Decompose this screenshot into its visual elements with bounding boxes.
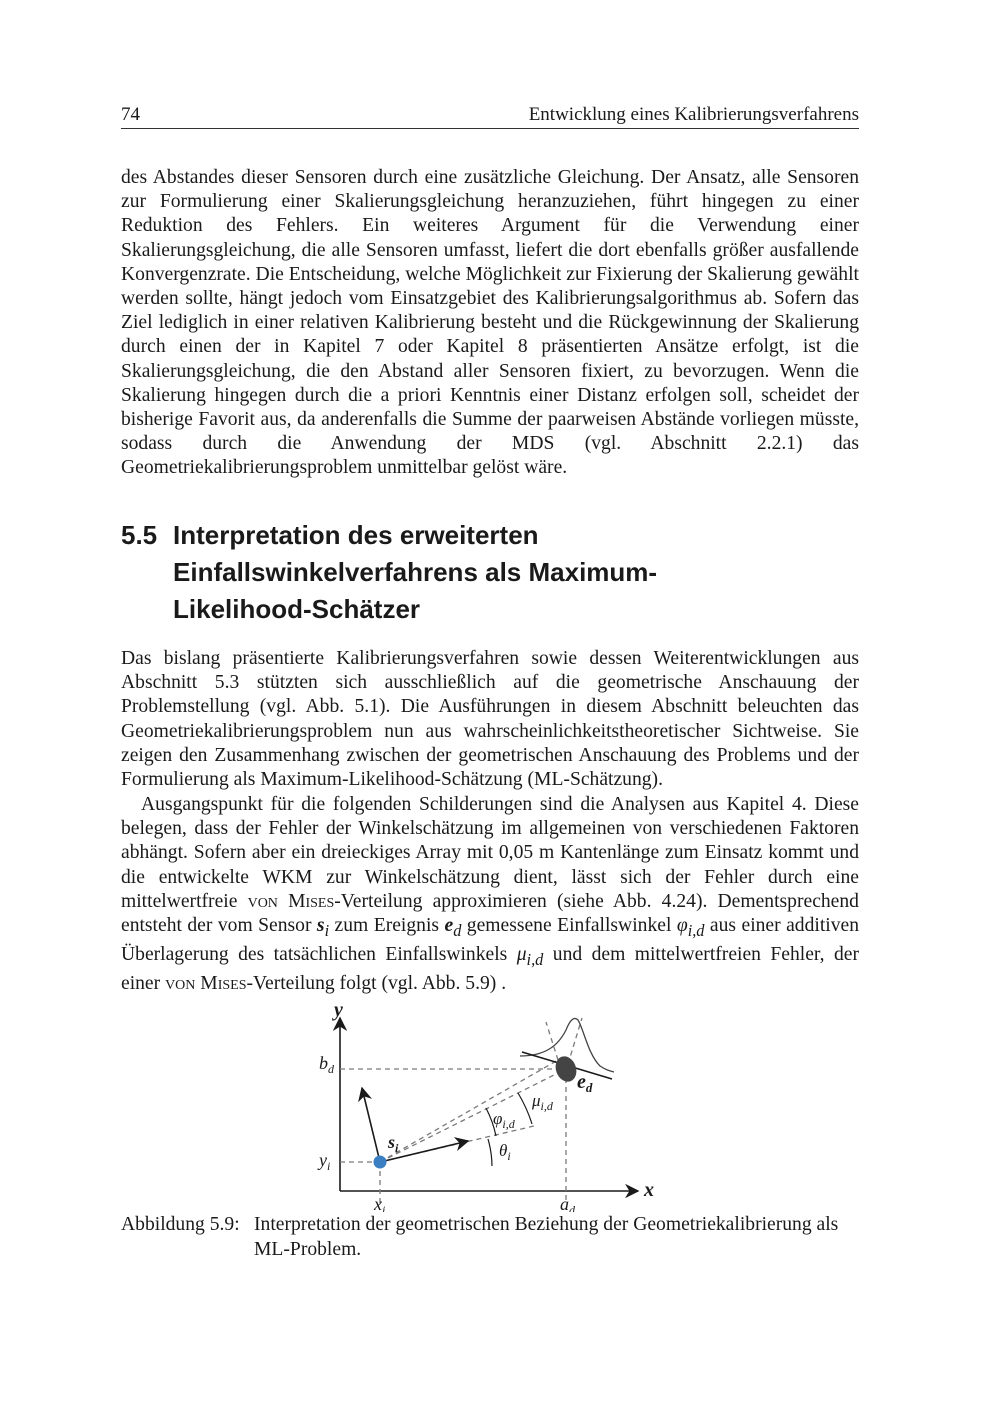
section-number: 5.5 bbox=[121, 520, 158, 550]
xi-label: $x_i$ bbox=[374, 1194, 386, 1212]
page-number: 74 bbox=[121, 104, 140, 125]
paragraph-2: Das bislang präsentierte Kalibrierungsverfahren sowie dessen Weiterentwicklungen aus Abschnitt 5.3 stützten sich ausschließlich auf die geometrische Anschauung der Problemstellung (vgl. Abb. 5.1). Die Ausführungen in diesem Abschnitt beleuchten das Geometriekalibrierungsproblem nun aus wahrscheinlichkeitstheoretischer Sichtweise. Sie zeigen den Zusammenhang zwischen der geometrischen Anschauung des Problems und der Formulierung als Maximum-Likelihood-Schätzung (ML-Schätzung). bbox=[121, 648, 859, 791]
symbol-phi-sub: i,d bbox=[687, 920, 705, 940]
paragraph-3-text: und dem mittelwertfreien Fehler, der einer bbox=[121, 944, 859, 995]
vertical-arrow bbox=[362, 1088, 380, 1162]
phi-label: $\varphi_{i,d}$ bbox=[493, 1109, 515, 1131]
paragraph-3-text: aus einer additiven Überlagerung des tatsächlichen Einfallswinkels bbox=[121, 915, 860, 966]
paragraph-3-text: gemessene Einfallswinkel bbox=[461, 915, 677, 937]
figure-geometry bbox=[300, 996, 680, 1212]
symbol-s: s bbox=[316, 915, 325, 937]
paragraph-3 bbox=[121, 793, 859, 996]
ed-label: $e_d$ bbox=[577, 1071, 593, 1095]
ray-phi bbox=[380, 1060, 558, 1162]
ad-label: $a_d$ bbox=[560, 1194, 575, 1212]
caption-text: Interpretation der geometrischen Beziehung der Geometriekalibrierung als ML-Problem. bbox=[254, 1214, 839, 1260]
section-title: Interpretation des erweiterten Einfallswinkelverfahrens als Maximum-Likelihood-Schätzer bbox=[173, 520, 658, 624]
running-title: Entwicklung eines Kalibrierungsverfahrens bbox=[528, 104, 859, 125]
si-label: $s_i$ bbox=[388, 1132, 399, 1155]
symbol-mu: μ bbox=[516, 944, 527, 966]
sensor-point bbox=[374, 1156, 387, 1169]
symbol-e: e bbox=[444, 915, 454, 937]
mu-label: $\mu_{i,d}$ bbox=[532, 1091, 553, 1113]
y-axis-label: y bbox=[334, 999, 343, 1021]
theta-label: $\theta_i$ bbox=[499, 1141, 511, 1163]
paragraph-3-text: -Verteilung folgt (vgl. Abb. 5.9) . bbox=[246, 973, 507, 995]
x-axis-label: x bbox=[644, 1179, 654, 1201]
paragraph-3-text: -Verteilung approximieren (siehe Abb. 4.24). Dementsprechend entsteht der vom Sensor bbox=[121, 890, 859, 937]
paragraph-1: des Abstandes dieser Sensoren durch eine zusätzliche Gleichung. Der Ansatz, alle Sensoren zur Formulierung einer Skalierungsgleichung heranzuziehen, führt hingegen zu einer Reduktion des Fehlers. Ein weiteres Argument für die Verwendung einer Skalierungsgleichung, die alle Sensoren umfasst, liefert die dort ebenfalls größer ausfallende Konvergenzrate. Die Entscheidung, welche Möglichkeit zur Fixierung der Skalierung gewählt werden sollte, hängt jedoch vom Einsatzgebiet des Kalibrierungsalgorithmus ab. Sofern das Ziel lediglich in einer relativen Kalibrierung besteht und die Rückgewinnung der Skalierung durch einen der in Kapitel 7 oder Kapitel 8 präsentierten Ansätze erfolgt, ist die Skalierungsgleichung, die den Abstand aller Sensoren fixiert, zu bevorzugen. Wenn die Skalierung hingegen durch die a priori Kenntnis einer Distanz erfolgen soll, scheidet der bisherige Favorit aus, da anderenfalls die Summe der paarweisen Abstände vorliegen müsste, sodass durch die Anwendung der MDS (vgl. Abschnitt 2.2.1) das Geometriekalibrierungsproblem unmittelbar gelöst wäre. bbox=[121, 167, 859, 479]
caption-label: Abbildung 5.9: bbox=[121, 1214, 240, 1235]
symbol-s-sub: i bbox=[324, 920, 330, 940]
figure-svg bbox=[300, 996, 680, 1212]
paragraph-3-text: Ausgangspunkt für die folgenden Schilderungen sind die Analysen aus Kapitel 4. Diese belegen, dass der Fehler der Winkelschätzung im allgemeinen von verschiedenen Faktoren abhängt. Sofern aber ein dreieckiges Array mit 0,05 m Kantenlänge zum Einsatz kommt und die entwickelte WKM zur Winkelschätzung dient, lässt sich der Fehler durch eine mittelwertfreie bbox=[121, 794, 859, 912]
arc-mu bbox=[518, 1093, 532, 1124]
event-point bbox=[552, 1053, 580, 1084]
arc-theta bbox=[488, 1139, 492, 1166]
page-header bbox=[121, 100, 859, 129]
symbol-mu-sub: i,d bbox=[526, 950, 544, 970]
von-mises-name: von Mises bbox=[165, 973, 247, 995]
symbol-e-sub: d bbox=[453, 920, 462, 940]
von-mises-name: von Mises bbox=[247, 890, 335, 912]
bd-label: $b_d$ bbox=[319, 1053, 334, 1076]
symbol-phi: φ bbox=[676, 915, 688, 937]
yi-label: $y_i$ bbox=[319, 1150, 331, 1173]
axis-dashed-2 bbox=[546, 1022, 558, 1060]
ray-mu bbox=[380, 1069, 566, 1162]
paragraph-3-text: zum Ereignis bbox=[329, 915, 445, 937]
